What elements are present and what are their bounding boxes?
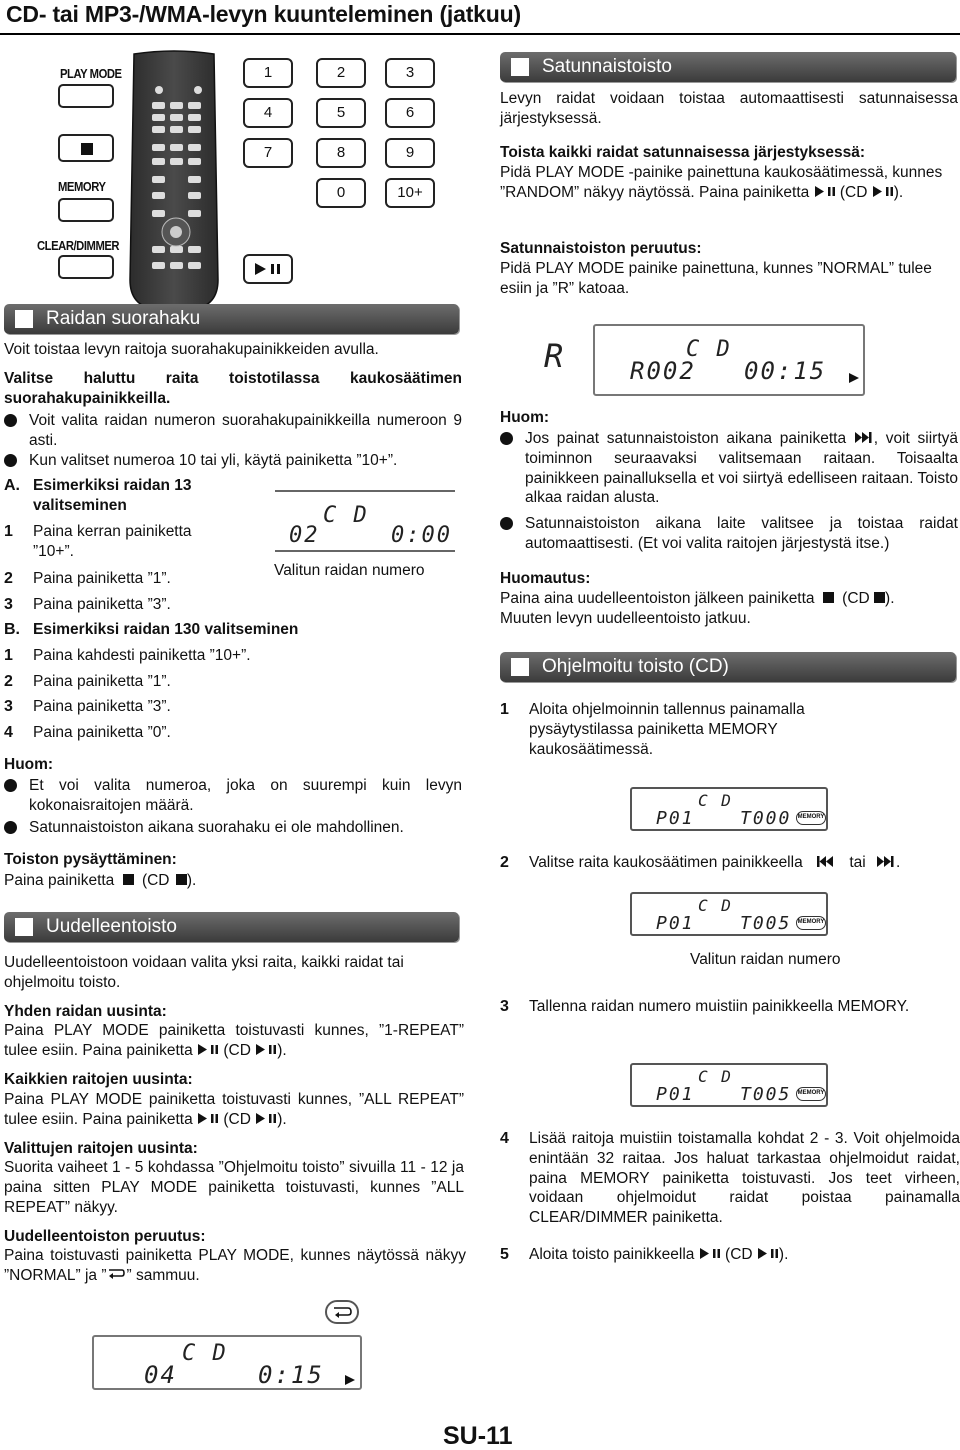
key-10-plus[interactable]: 10+ — [385, 178, 435, 208]
bullet-dot — [4, 454, 17, 467]
memory-badge: MEMORY — [796, 916, 826, 930]
play-pause-icon — [255, 1113, 277, 1124]
random-cancel-title: Satunnaistoiston peruutus: — [500, 240, 702, 257]
bullet-dot — [4, 779, 17, 792]
play-pause-icon — [253, 262, 283, 276]
raidan-instruction: Valitse haluttu raita toistotilassa kaukosäätimen suorahakupainikkeilla. — [4, 370, 462, 407]
display-track: P01 — [656, 1084, 695, 1105]
random-all-title: Toista kaikki raidat satunnaisessa järjestyksessä: — [500, 144, 866, 161]
display-cd: C D — [686, 337, 732, 362]
stop-icon — [81, 143, 93, 155]
key-8[interactable]: 8 — [316, 138, 366, 168]
display-track: P01 — [656, 808, 695, 829]
one-repeat-title: Yhden raidan uusinta: — [4, 1003, 167, 1020]
example-b-step-1: 1 Paina kahdesti painiketta ”10+”. — [4, 647, 251, 664]
repeat-icon — [106, 1268, 126, 1280]
display-t: T005 — [740, 913, 792, 934]
example-a-step-1: 1 Paina kerran painiketta ”10+”. — [4, 523, 192, 560]
memory-label: MEMORY — [58, 180, 106, 194]
repeat-icon — [327, 1302, 357, 1322]
play-mode-label: PLAY MODE — [60, 67, 122, 81]
selected-repeat-title: Valittujen raitojen uusinta: — [4, 1140, 198, 1157]
display-caption: Valitun raidan numero — [274, 562, 425, 579]
section-title: Satunnaistoisto — [542, 55, 672, 77]
display-t: T005 — [740, 1084, 792, 1105]
selected-repeat-text: Suorita vaiheet 1 - 5 kohdassa ”Ohjelmoitu toisto” sivuilla 11 - 12 ja paina sitten PLAY MODE painiketta toistuvasti, kunnes ”ALL REPEAT” näkyy. — [4, 1159, 464, 1216]
example-b-heading: B. Esimerkiksi raidan 130 valitseminen — [4, 621, 299, 638]
raidan-bullet-2: Kun valitset numeroa 10 tai yli, käytä painiketta ”10+”. — [4, 451, 462, 471]
key-0[interactable]: 0 — [316, 178, 366, 208]
section-header-ohjelmoitu-toisto — [500, 652, 956, 682]
play-pause-icon — [872, 186, 894, 197]
play-pause-icon — [197, 1044, 219, 1055]
all-repeat-title: Kaikkien raitojen uusinta: — [4, 1071, 193, 1088]
stop-text: Paina painiketta (CD ). — [4, 872, 197, 889]
display-cd: C D — [323, 503, 369, 528]
stop-icon — [123, 874, 134, 885]
display-time: 00:15 — [744, 357, 827, 385]
display-t: T000 — [740, 808, 792, 829]
program-step-4: 4 Lisää raitoja muistiin toistamalla kohdat 2 - 3. Voit ohjelmoida enintään 32 raitaa. Jos haluat tarkastaa ohjelmoidut raidat, paina MEMORY painiketta toistuvasti. Jos teet virheen, voidaan ohjelmoidut raidat poistaa painamalla CLEAR/DIMMER painiketta. — [500, 1130, 960, 1227]
example-b-step-2: 2 Paina painiketta ”1”. — [4, 673, 171, 690]
page-title: CD- tai MP3-/WMA-levyn kuunteleminen (jatkuu) — [6, 1, 521, 27]
stop-icon — [176, 874, 187, 885]
memory-badge: MEMORY — [796, 811, 826, 825]
raidan-huom-bullet-1: Et voi valita numeroa, joka on suurempi kuin levyn kokonaisraitojen määrä. — [4, 776, 462, 816]
bullet-dot — [4, 821, 17, 834]
raidan-intro: Voit toistaa levyn raitoja suorahakupainikkeiden avulla. — [4, 341, 379, 358]
clear-dimmer-label: CLEAR/DIMMER — [37, 239, 120, 253]
bullet-dot — [500, 517, 513, 530]
huomautus-text: Paina aina uudelleentoiston jälkeen painiketta (CD ). Muuten levyn uudelleentoisto jatkuu. — [500, 590, 895, 627]
display-repeat — [92, 1300, 362, 1392]
section-title: Uudelleentoisto — [46, 915, 177, 937]
key-4[interactable]: 4 — [243, 98, 293, 128]
stop-icon — [823, 592, 834, 603]
display-cd: C D — [698, 791, 733, 810]
one-repeat-text: Paina PLAY MODE painiketta toistuvasti kunnes, ”1-REPEAT” tulee esiin. Paina painiketta (CD ). — [4, 1022, 464, 1059]
program-step-5: 5 Aloita toisto painikkeella (CD ). — [500, 1246, 789, 1263]
repeat-cancel-title: Uudelleentoiston peruutus: — [4, 1228, 206, 1245]
bullet-dot — [4, 414, 17, 427]
section-title: Raidan suorahaku — [46, 307, 201, 329]
display-cd: C D — [182, 1341, 228, 1366]
program-step-2: 2 Valitse raita kaukosäätimen painikkeella tai . — [500, 854, 901, 871]
all-repeat-text: Paina PLAY MODE painiketta toistuvasti kunnes, ”ALL REPEAT” tulee esiin. Paina painiketta (CD ). — [4, 1091, 464, 1128]
display-time: 0:00 — [391, 523, 452, 548]
key-2[interactable]: 2 — [316, 58, 366, 88]
display-track: 02 — [289, 523, 320, 548]
section-square-icon — [511, 58, 529, 76]
repeat-cancel-text: Paina toistuvasti painiketta PLAY MODE, kunnes näytössä näkyy ”NORMAL” ja ” ” sammuu. — [4, 1247, 466, 1284]
remote-illustration — [0, 50, 460, 300]
example-a-step-3: 3 Paina painiketta ”3”. — [4, 596, 171, 613]
prev-track-icon — [815, 856, 837, 867]
section-square-icon — [15, 310, 33, 328]
key-5[interactable]: 5 — [316, 98, 366, 128]
stop-title: Toiston pysäyttäminen: — [4, 851, 177, 868]
section-header-satunnaistoisto — [500, 52, 956, 82]
satunnais-huom-bullet-2: Satunnaistoiston aikana laite valitsee ja toistaa raidat automaattisesti. (Et voi valita raitojen järjestystä itse.) — [500, 514, 958, 554]
next-track-icon — [854, 432, 874, 443]
memory-badge: MEMORY — [796, 1087, 826, 1101]
satunnais-huom-bullet-1: Jos painat satunnaistoiston aikana painiketta , voit siirtyä toiminnon seuraavaksi valitsemaan raitaan. Toisaalta painikkeen painalluksella et voi siirtyä edelliseen raitaan. Toisto alkaa raidan alusta. — [500, 429, 958, 508]
section-header-uudelleentoisto — [4, 912, 459, 942]
play-pause-icon — [197, 1113, 219, 1124]
next-track-icon — [876, 856, 896, 867]
section-square-icon — [15, 918, 33, 936]
key-7[interactable]: 7 — [243, 138, 293, 168]
clear-dimmer-button[interactable] — [58, 255, 114, 279]
huomautus-title: Huomautus: — [500, 570, 591, 587]
raidan-bullet-1: Voit valita raidan numeron suorahakupainikkeilla numeroon 9 asti. — [4, 411, 462, 451]
section-header-raidan-suorahaku — [4, 304, 459, 334]
program-caption: Valitun raidan numero — [690, 951, 841, 968]
random-all-text: Pidä PLAY MODE -painike painettuna kaukosäätimessä, kunnes ”RANDOM” näkyy näytössä. Paina painiketta (CD ). — [500, 164, 943, 201]
play-pause-icon — [814, 186, 836, 197]
play-pause-icon — [699, 1248, 721, 1259]
play-pause-icon — [757, 1248, 779, 1259]
play-mode-button[interactable] — [58, 84, 114, 108]
section-square-icon — [511, 658, 529, 676]
display-track-02 — [275, 490, 455, 552]
raidan-huom-title: Huom: — [4, 756, 54, 773]
page-number: SU-11 — [443, 1422, 513, 1450]
uudelleen-intro: Uudelleentoistoon voidaan valita yksi raita, kaikki raidat tai ohjelmoitu toisto. — [4, 954, 404, 991]
display-cd: C D — [698, 896, 733, 915]
satunnais-huom-title: Huom: — [500, 409, 550, 426]
satunnais-intro: Levyn raidat voidaan toistaa automaattisesti satunnaisessa järjestyksessä. — [500, 90, 958, 127]
example-b-step-4: 4 Paina painiketta ”0”. — [4, 724, 171, 741]
program-step-3: 3 Tallenna raidan numero muistiin painikkeella MEMORY. — [500, 998, 910, 1015]
play-pause-button[interactable] — [243, 254, 293, 284]
stop-icon — [874, 592, 885, 603]
raidan-huom-bullet-2: Satunnaistoiston aikana suorahaku ei ole mahdollinen. — [4, 818, 474, 838]
example-a-step-2: 2 Paina painiketta ”1”. — [4, 570, 171, 587]
title-rule — [0, 33, 960, 35]
display-program-3 — [630, 1063, 828, 1107]
program-step-1: 1 Aloita ohjelmoinnin tallennus painamalla pysäytystilassa painiketta MEMORY kaukosäätimessä. — [500, 701, 805, 758]
display-track: P01 — [656, 913, 695, 934]
key-3[interactable]: 3 — [385, 58, 435, 88]
random-cancel-text: Pidä PLAY MODE painike painettuna, kunnes ”NORMAL” tulee esiin ja ”R” katoaa. — [500, 260, 932, 297]
display-track: R002 — [630, 357, 696, 385]
play-indicator-icon — [848, 372, 860, 384]
remote-control-icon — [124, 48, 224, 310]
play-indicator-icon — [344, 1374, 356, 1386]
memory-button[interactable] — [58, 198, 114, 222]
key-9[interactable]: 9 — [385, 138, 435, 168]
display-program-2 — [630, 892, 828, 936]
display-program-1 — [630, 787, 828, 831]
display-track: 04 — [144, 1361, 177, 1389]
example-b-step-3: 3 Paina painiketta ”3”. — [4, 698, 171, 715]
repeat-badge — [325, 1300, 359, 1324]
display-random — [538, 322, 868, 398]
key-6[interactable]: 6 — [385, 98, 435, 128]
example-a-heading: A. Esimerkiksi raidan 13 valitseminen — [4, 477, 192, 514]
section-title: Ohjelmoitu toisto (CD) — [542, 655, 729, 677]
stop-button[interactable] — [58, 134, 114, 162]
display-r: R — [544, 337, 566, 375]
display-cd: C D — [698, 1067, 733, 1086]
bullet-dot — [500, 432, 513, 445]
key-1[interactable]: 1 — [243, 58, 293, 88]
display-time: 0:15 — [258, 1361, 324, 1389]
play-pause-icon — [255, 1044, 277, 1055]
